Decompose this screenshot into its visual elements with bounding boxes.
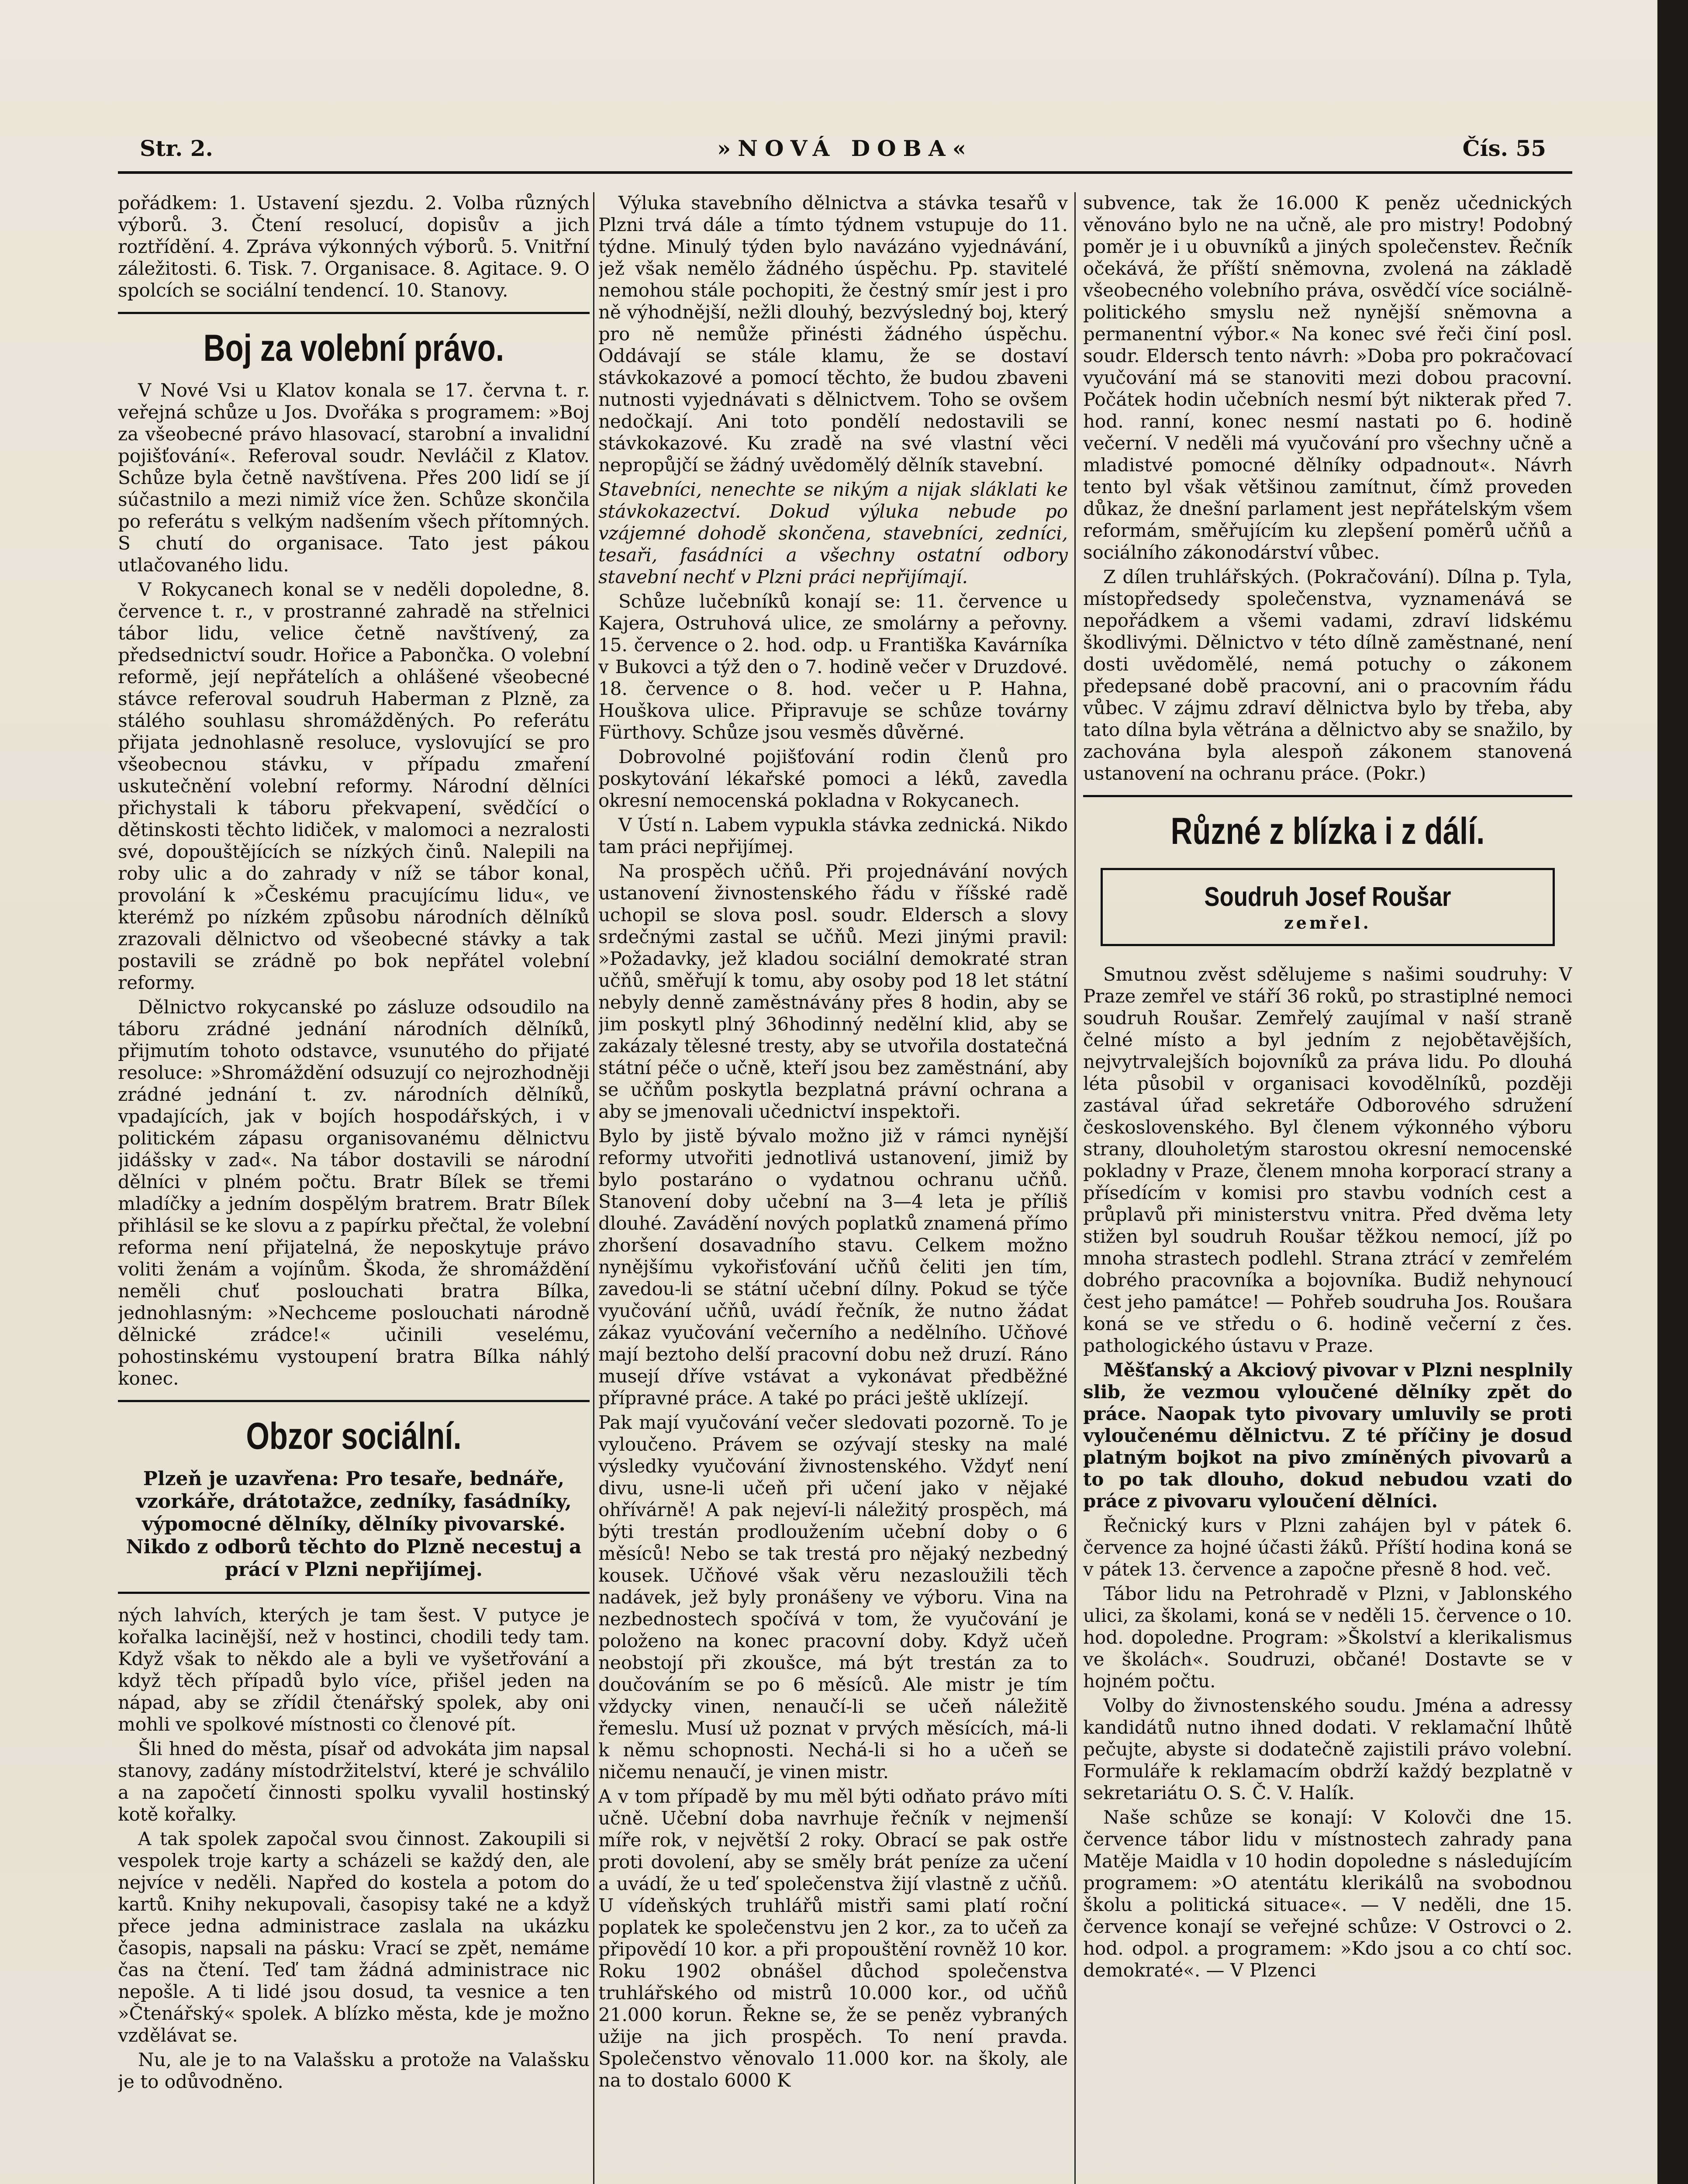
- scan-edge: [1657, 0, 1688, 2184]
- article-paragraph-bold: Měšťanský a Akciový pivovar v Plzni nesplnily slib, že vezmou vyloučené dělníky zpět do práce. Naopak tyto pivovary umluvily se proti vyloučenému dělnictvu. Z té příčiny je dosud platným bojkot na pivo zmíněných pivovarů a to po tak dlouho, dokud nebudou vzati do práce z pivovaru vyloučení dělníci.: [1083, 1359, 1572, 1512]
- obituary-box: [1101, 868, 1555, 946]
- article-paragraph: Nu, ale je to na Valašsku a protože na Valašsku je to odůvodněno.: [118, 2049, 590, 2092]
- issue-number: Čís. 55: [1462, 135, 1546, 161]
- article-paragraph: A v tom případě by mu měl býti odňato právo míti učně. Učební doba navrhuje řečník v nejmenší míře rok, v největší 2 roky. Obrací se pak ostře proti dovolení, aby se směly brát peníze za učení a uvádí, že u teď společenstva žijí vlastně z učňů. U vídeňských truhlářů mistři sami platí roční poplatek ke společenstvu jen 2 kor., za to učeň za připovědí 10 kor. a při propouštění rovněž 10 kor. Roku 1902 obnášel důchod společenstva truhlářského od mistrů 10.000 kor., od učňů 21.000 korun. Řekne se, že se peněz vybraných užije na jich prospěch. To není pravda. Společenstvo věnovalo 11.000 kor. na školy, ale na to dostalo 6000 K: [598, 1786, 1068, 2091]
- column-2: [598, 192, 1068, 2184]
- article-paragraph: Tábor lidu na Petrohradě v Plzni, v Jablonského ulici, za školami, koná se v neděli 15. července o 10. hod. dopoledne. Program: »Školství a klerikalismus ve školách«. Soudruzi, občané! Dostavte se v hojném počtu.: [1083, 1583, 1572, 1692]
- article-paragraph: A tak spolek započal svou činnost. Zakoupili si vespolek troje karty a scházeli se každý den, ale nejvíce v neděli. Napřed do kostela a potom do kartů. Knihy nekupovali, časopisy také ne a když přece jedna administrace zaslala na ukázku časopis, napsali na pásku: Vrací se zpět, nemáme čas na čtení. Teď tam žádná administrace nic nepošle. A ti lidé jsou dosud, ta vesnice a ten »Čtenářský« spolek. A blízko města, kde je možno vzdělávat se.: [118, 1828, 590, 2046]
- column-1: [118, 192, 590, 2184]
- obituary-subtitle: zemřel.: [1284, 913, 1371, 933]
- masthead-title: »NOVÁ DOBA«: [717, 135, 973, 161]
- article-paragraph: V Rokycanech konal se v neděli dopoledne, 8. července t. r., v prostranné zahradě na střelnici tábor lidu, velice četně navštívený, za předsednictví soudr. Hořice a Pabončka. O volební reformě, její nepřátelích a ohlášené všeobecné stávce referoval soudruh Haberman z Plzně, za stálého souhlasu shromážděných. Po referátu přijata jednohlasně resoluce, vyslovující se pro všeobecnou stávku, v případu zmaření uskutečnění volební reformy. Národní dělníci přichystali k táboru překvapení, svědčící o dětinskosti těchto lidiček, v malomoci a nezralosti své, dopouštějících se nízkých činů. Nalepili na roby ulic a do zahrady v níž se tábor konal, provolání k »Českému pracujícímu lidu«, ve kterémž po nízkém způsobu národních dělníků zrazovali dělnictvo od všeobecné stávky a tak postavili se zrádně po bok nepřátel volební reformy.: [118, 579, 590, 993]
- article-paragraph: V Ústí n. Labem vypukla stávka zednická. Nikdo tam práci nepřijímej.: [598, 814, 1068, 857]
- article-paragraph: Volby do živnostenského soudu. Jména a adressy kandidátů nutno ihned dodati. V reklamační lhůtě pečujte, abyste si dodatečně zajistili právo volební. Formuláře k reklamacím obdrží každý bezplatně v sekretariátu O. S. Č. V. Halík.: [1083, 1695, 1572, 1804]
- notice-plzen: Plzeň je uzavřena: Pro tesaře, bednáře, vzorkáře, drátotažce, zedníky, fasádníky, výpomocné dělníky, dělníky pivovarské. Nikdo z odborů těchto do Plzně necestuj a prácí v Plzni nepřijímej.: [126, 1468, 582, 1581]
- article-paragraph-italic: Stavebníci, nenechte se nikým a nijak sláklati ke stávkokazectví. Dokud výluka nebude po vzájemné dohodě skončena, stavebníci, zedníci, tesaři, fasádníci a všechny ostatní odbory stavební nechť v Plzni práci nepřijímají.: [598, 479, 1068, 587]
- article-paragraph: Schůze lučebníků konají se: 11. července u Kajera, Ostruhová ulice, ze smolárny a peřovny. 15. července o 2. hod. odp. u Františka Kavárníka v Bukovci a týž den o 7. hodině večer v Druzdové. 18. července o 8. hod. večer u P. Hahna, Houškova ulice. Připravuje se schůze továrny Fürthovy. Schůze jsou vesměs důvěrné.: [598, 591, 1068, 743]
- article-paragraph: Na prospěch učňů. Při projednávání nových ustanovení živnostenského řádu v říšské radě uchopil se slova posl. soudr. Eldersch a slovy srdečnými zastal se učňů. Mezi jinými pravil: »Požadavky, jež kladou sociální demokraté stran učňů, směřují k tomu, aby osoby pod 18 let státní nebyly denně zaměstnávány přes 8 hodin, aby se jim poskytl plný 36hodinný nedělní klid, aby se zakázaly tělesné tresty, aby se utvořila dostatečná státní péče o učně, kteří jsou bez zaměstnání, aby se učňům poskytla bezplatná právní ochrana a aby se jmenovali učednictví inspektoři.: [598, 860, 1068, 1122]
- article-paragraph: Naše schůze se konají: V Kolovči dne 15. července tábor lidu v místnostech zahrady pana Matěje Maidla v 10 hodin dopoledne s následujícím programem: »O atentátu klerikálů na svobodnou školu a politická situace«. — V neděli, dne 15. července konají se veřejné schůze: V Ostrovci o 2. hod. odpol. a programem: »Kdo jsou a co chtí soc. demokraté«. — V Plzenci: [1083, 1807, 1572, 1981]
- article-paragraph: Dobrovolné pojišťování rodin členů pro poskytování lékařské pomoci a léků, zavedla okresní nemocenská pokladna v Rokycanech.: [598, 746, 1068, 811]
- article-paragraph: Výluka stavebního dělnictva a stávka tesařů v Plzni trvá dále a tímto týdnem vstupuje do 11. týdne. Minulý týden bylo navázáno vyjednávání, jež však nemělo žádného úspěchu. Pp. stavitelé nemohou stále pochopiti, že čestný smír jest i pro ně výhodnější, nežli dlouhý, bezvýsledný boj, který pro ně nemůže přinésti žádného úspěchu. Oddávají se stále klamu, že se dostaví stávkokazové a pomocí těchto, že budou zbaveni nutnosti vyjednávati s dělnictvem. Toho se ovšem nedočkají. Ani toto pondělí nedostavili se stávkokazové. Ku zradě na své vlastní věci nepropůjčí se žádný uvědomělý dělník stavební.: [598, 192, 1068, 476]
- article-paragraph: ných lahvích, kterých je tam šest. V putyce je kořalka lacinější, než v hostinci, chodili tedy tam. Když však to někdo ale a byli ve vyšetřování a když těch případů bylo více, přišel jeden na nápad, aby se zřídil čtenářský spolek, aby oni mohli ve spolkové místnosti co členové pít.: [118, 1604, 590, 1735]
- article-paragraph: Řečnický kurs v Plzni zahájen byl v pátek 6. července za hojné účasti žáků. Příští hodina koná se v pátek 13. července a započne přesně 8 hod. več.: [1083, 1515, 1572, 1580]
- article-paragraph: pořádkem: 1. Ustavení sjezdu. 2. Volba různých výborů. 3. Čtení resolucí, dopisův a jich roztřídění. 4. Zpráva výkonných výborů. 5. Vnitřní záležitosti. 6. Tisk. 7. Organisace. 8. Agitace. 9. O spolcích se sociální tendencí. 10. Stanovy.: [118, 192, 590, 301]
- section-rule: [118, 312, 590, 314]
- section-rule: [118, 1592, 590, 1594]
- article-paragraph: Pak mají vyučování večer sledovati pozorně. To je vyloučeno. Právem se ozývají stesky na malé výsledky vyučování živnostenského. Vždyť není divu, usne-li učeň při učení jako v nějaké ohřívárně! A pak nejeví-li náležitý prospěch, má býti trestán prodloužením učební doby o 6 měsíců! Nebo se tak trestá pro nějaký nezbedný kousek. Učňové však věru nezasloužili těch nadávek, jež byly pronášeny ve výboru. Vina na nezbednostech spočívá v tom, že vyučování je položeno na konec pracovní doby. Když učeň neobstojí při zkoušce, má být trestán za to doučováním se po 6 měsíců. Ale mistr je tím vždycky vinen, nenaučí-li se učeň náležitě řemeslu. Musí už poznat v prvých měsících, má-li k němu schopnosti. Nechá-li si ho a učeň se ničemu nenaučí, je vinen mistr.: [598, 1412, 1068, 1783]
- article-paragraph: V Nové Vsi u Klatov konala se 17. června t. r. veřejná schůze u Jos. Dvořáka s programem: »Boj za všeobecné právo hlasovací, starobní a invalidní pojišťování«. Referoval soudr. Nevláčil z Klatov. Schůze byla četně navštívena. Přes 200 lidí se jí súčastnilo a mezi nimiž více žen. Schůze skončila po referátu s velkým nadšením všech přítomných. S chutí do organisace. Tato jest pákou utlačovaného lidu.: [118, 380, 590, 576]
- article-paragraph: Smutnou zvěst sdělujeme s našimi soudruhy: V Praze zemřel ve stáří 36 roků, po strastiplné nemoci soudruh Roušar. Zemřelý zaujímal v naší straně čelné místo a byl jedním z nejobětavějších, nejvytrvalejších bojovníků za práva lidu. Po dlouhá léta působil v organisaci kovodělníků, později zastával úřad sekretáře Odborového sdružení československého. Byl členem výkonného výboru strany, dlouholetým starostou okresní nemocenské pokladny v Praze, členem mnoha korporací strany a přísedícím v komisi pro stavbu vodních cest a průplavů při ministerstvu vnitra. Před dvěma lety stižen byl soudruh Roušar těžkou nemocí, jíž po mnoha strastech podlehl. Strana ztrácí v zemřelém dobrého pracovníka a bojovníka. Budiž nehynoucí čest jeho památce! — Pohřeb soudruha Jos. Roušara koná se ve středu o 6. hodině večerní z čes. pathologického ústavu v Praze.: [1083, 964, 1572, 1356]
- header-rule: [118, 171, 1572, 174]
- article-paragraph: subvence, tak že 16.000 K peněz učednických věnováno bylo ne na učně, ale pro mistry! Podobný poměr je i u obuvníků a jiných společenstev. Řečník očekává, že příští sněmovna, zvolená na základě všeobecného volebního práva, osvědčí více sociálně-politického smyslu než nynější sněmovna a permanentní výbor.« Na konec své řeči činí posl. soudr. Eldersch tento návrh: »Doba pro pokračovací vyučování má se stanoviti mezi dobou pracovní. Počátek hodin učebních nesmí být nikterak před 7. hod. ranní, konec nesmí nastati po 6. hodině večerní. V neděli má vyučování pro všechny učně a mladistvé pomocné dělníky odpadnout«. Návrh tento byl však většinou zamítnut, čímž proveden důkaz, že dnešní parlament jest nepřátelským všem reformám, směřujícím ku zlepšení poměrů učňů a sociálního zákonodárství vůbec.: [1083, 192, 1572, 563]
- column-3: [1083, 192, 1572, 2184]
- article-paragraph: Z dílen truhlářských. (Pokračování). Dílna p. Tyla, místopředsedy společenstva, vyznamenává se nepořádkem a všemi vadami, zdraví lidskému škodlivými. Dělnictvo v této dílně zaměstnané, není dosti uvědomělé, nemá potuchy o zákonem předepsané době pracovní, ani o pracovním řádu vůbec. V zájmu zdraví dělnictva bylo by třeba, aby tato dílna byla větrána a dělnictvo aby se snažilo, by zachována byla alespoň zákonem stanovená ustanovení na ochranu práce. (Pokr.): [1083, 566, 1572, 784]
- section-rule: [118, 1400, 590, 1402]
- section-rule: [1083, 795, 1572, 797]
- article-paragraph: Šli hned do města, písař od advokáta jim napsal stanovy, zadány místodržitelství, které je schválilo a na započetí činnosti spolku vyvalil hostinský kotě kořalky.: [118, 1738, 590, 1825]
- obituary-name: Soudruh Josef Roušar: [1204, 882, 1451, 912]
- section-heading-obzor: Obzor sociální.: [246, 1415, 462, 1457]
- article-paragraph: Bylo by jistě bývalo možno již v rámci nynější reformy utvořiti jednotlivá ustanovení, jimiž by bylo postaráno o vydatnou ochranu učňů. Stanovení doby učební na 3—4 leta je příliš dlouhé. Zavádění nových poplatků znamená přímo zhoršení dosavadního stavu. Celkem možno nynějšímu vykořisťování učňů čeliti jen tím, zavedou-li se státní učební dílny. Pokud se týče vyučování učňů, uvádí řečník, že nutno žádat zákaz vyučování večerního a nedělního. Učňové mají beztoho delší pracovní dobu než druzí. Ráno musejí dříve vstávat a vykonávat předběžné přípravné práce. A také po práci ještě uklízejí.: [598, 1125, 1068, 1409]
- article-paragraph: Dělnictvo rokycanské po zásluze odsoudilo na táboru zrádné jednání národních dělníků, přijmutím tohoto odstavce, vsunutého do přijaté resoluce: »Shromáždění odsuzují co nejrozhodněji zrádné jednání t. zv. národních dělníků, vpadajících, jak v bojích hospodářských, i v politickém zápasu organisovanému dělnictvu jidášsky v zad«. Na tábor dostavili se národní dělníci v plném počtu. Bratr Bílek se třemi mladíčky a jedním dospělým bratrem. Bratr Bílek přihlásil se ke slovu a z papírku přečtal, že volební reforma není přijatelná, že neposkytuje právo voliti ženám a vojínům. Škoda, že shromáždění neměli chuť poslouchati bratra Bílka, jednohlasným: »Nechceme poslouchati národně dělnické zrádce!« učinili veselému, pohostinskému vystoupení bratra Bílka náhlý konec.: [118, 996, 590, 1389]
- section-heading-ruzne: Různé z blízka i z dálí.: [1170, 810, 1485, 852]
- page-header: [118, 131, 1572, 170]
- column-divider: [593, 192, 594, 2184]
- page-number: Str. 2.: [140, 135, 213, 161]
- section-heading-boj: Boj za volební právo.: [203, 327, 504, 369]
- column-divider: [1074, 192, 1076, 2184]
